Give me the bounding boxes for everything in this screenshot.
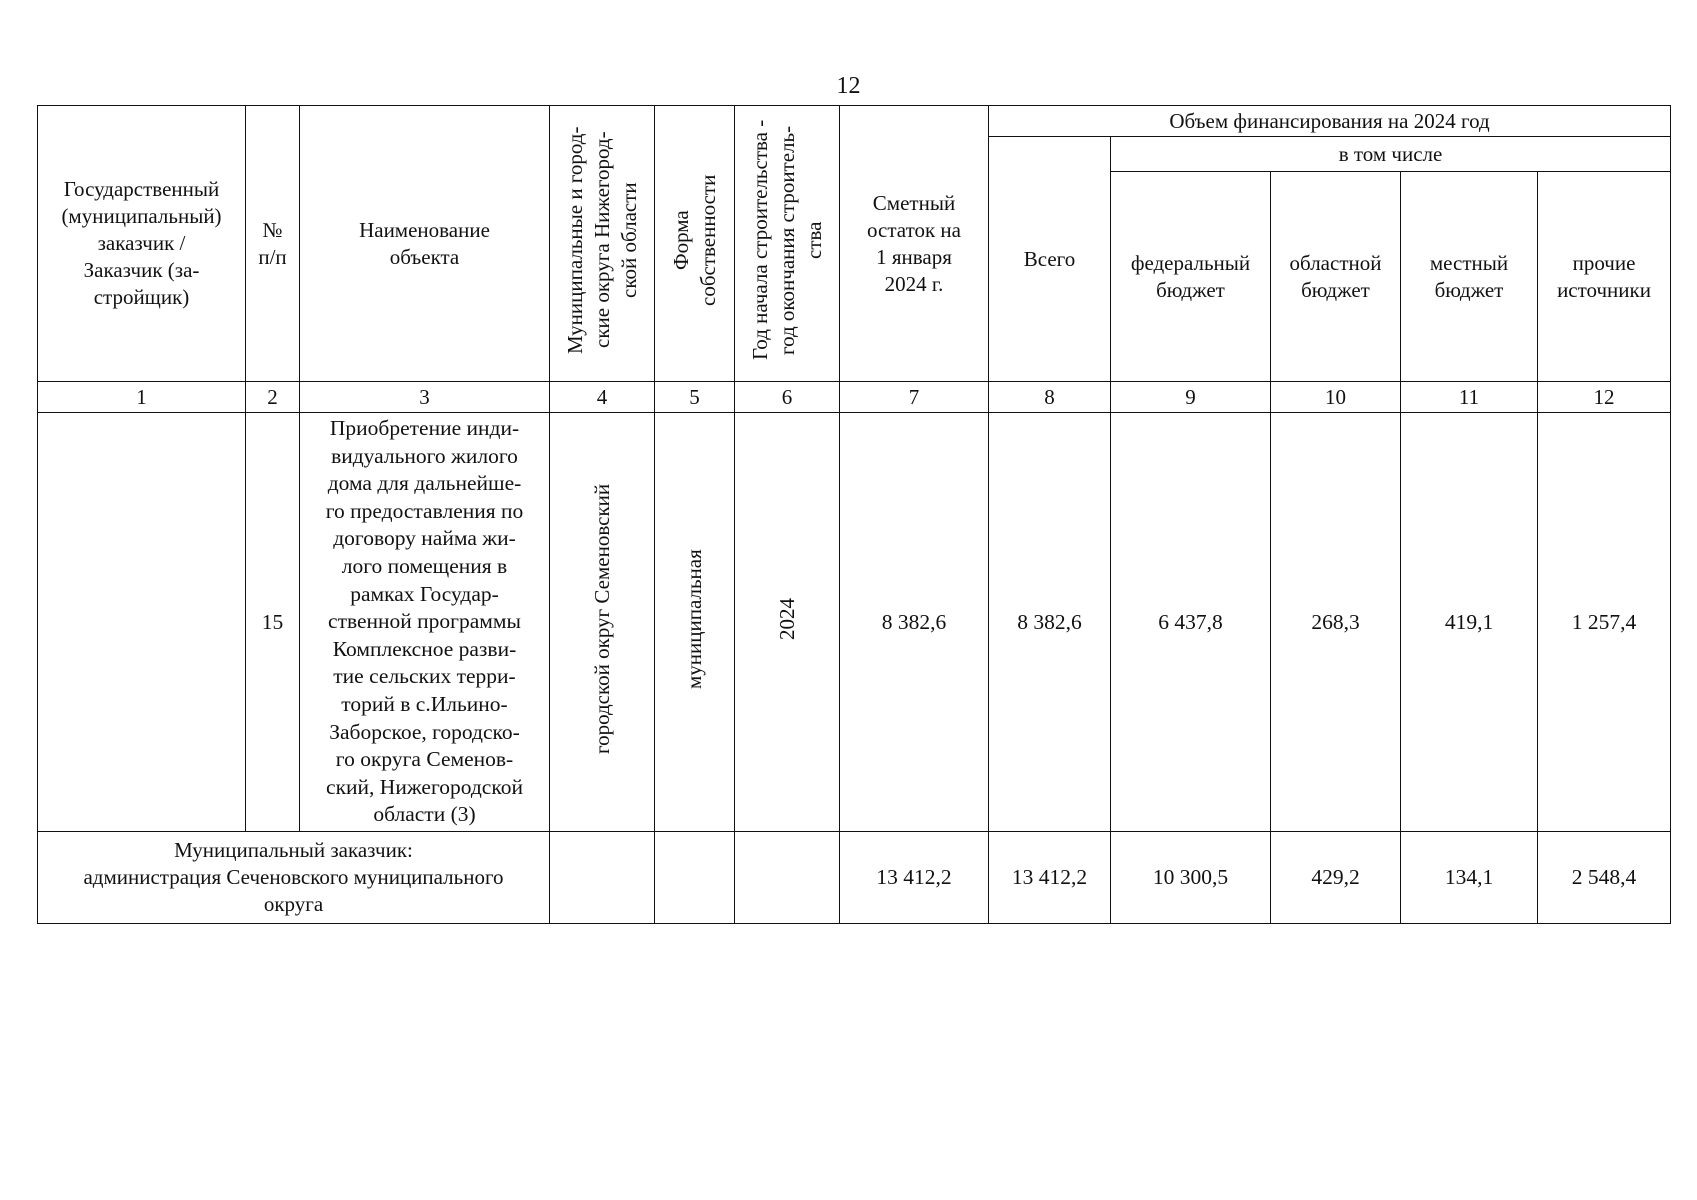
row-other: 1 257,4 [1538, 413, 1671, 832]
header-municipal-districts [550, 106, 655, 382]
summary-years [735, 832, 840, 924]
row-customer [38, 413, 246, 832]
financing-table [37, 105, 1671, 924]
column-number: 1 [38, 382, 246, 413]
header-years-line: Год начала строительства - [747, 119, 772, 361]
column-number: 2 [246, 382, 300, 413]
object-name-line: тие сельских терри- [333, 664, 516, 689]
column-numbers-row [38, 382, 1671, 413]
summary-row [38, 832, 1671, 924]
object-name-line: ский, Нижегородской [326, 774, 523, 799]
object-name-line: го округа Семенов- [335, 747, 514, 772]
header-local-budget [1401, 172, 1538, 382]
header-number [246, 106, 300, 382]
row-district-text: городской округ Семеновский [589, 483, 614, 754]
summary-federal: 10 300,5 [1111, 832, 1271, 924]
column-number: 6 [735, 382, 840, 413]
header-ownership-form-line: Форма [668, 210, 693, 270]
header-customer-line: Заказчик (за- [83, 258, 200, 282]
header-ownership-form [655, 106, 735, 382]
header-federal-budget-line: федеральный [1130, 250, 1251, 275]
header-other-sources [1538, 172, 1671, 382]
header-estimated-balance-line: остаток на [867, 217, 961, 242]
header-regional-budget-line: областной [1289, 250, 1382, 275]
header-customer-line: стройщик) [93, 285, 190, 309]
column-number: 5 [655, 382, 735, 413]
header-ownership-form-text [668, 130, 722, 350]
header-object-name-line: Наименование [359, 217, 490, 242]
header-ownership-form-line: собственности [695, 174, 720, 306]
header-other-sources-line: источники [1557, 277, 1651, 302]
summary-label-line: администрация Сеченовского муниципального [83, 865, 504, 889]
header-local-budget-line: местный [1429, 250, 1509, 275]
header-local-budget-line: бюджет [1434, 277, 1504, 302]
object-name-line: лого помещения в [341, 554, 508, 579]
column-number: 7 [840, 382, 989, 413]
header-municipal-districts-text [562, 106, 643, 374]
summary-ownership [655, 832, 735, 924]
summary-local: 134,1 [1401, 832, 1538, 924]
header-number-line: № [262, 217, 283, 242]
column-number: 9 [1111, 382, 1271, 413]
header-regional-budget [1271, 172, 1401, 382]
summary-label-line: округа [263, 892, 324, 916]
summary-estimated-balance: 13 412,2 [840, 832, 989, 924]
header-customer-line: Государственный [63, 177, 220, 201]
page-number: 12 [836, 73, 861, 99]
header-customer-line: заказчик / [97, 231, 186, 255]
header-estimated-balance [840, 106, 989, 382]
header-municipal-districts-line: ской области [616, 182, 641, 298]
header-object-name [300, 106, 550, 382]
object-name-line: Заборское, городско- [329, 719, 520, 744]
row-years [735, 413, 840, 832]
header-estimated-balance-line: Сметный [872, 190, 956, 215]
object-name-line: Приобретение инди- [329, 416, 520, 441]
row-local: 419,1 [1401, 413, 1538, 832]
header-funding-volume: Объем финансирования на 2024 год [989, 106, 1671, 137]
object-name-line: торий в с.Ильино- [341, 691, 508, 716]
row-district [550, 413, 655, 832]
object-name-line: рамках Государ- [350, 581, 499, 606]
header-municipal-districts-line: Муниципальные и город- [562, 126, 587, 354]
object-name-line: го предоставления по [325, 498, 524, 523]
summary-district [550, 832, 655, 924]
table-row [38, 413, 1671, 832]
header-municipal-districts-line: ские округа Нижегород- [589, 131, 614, 349]
row-ownership [655, 413, 735, 832]
object-name-line: видуального жилого [331, 443, 518, 468]
header-number-line: п/п [258, 244, 287, 269]
header-estimated-balance-line: 2024 г. [884, 271, 944, 296]
row-estimated-balance: 8 382,6 [840, 413, 989, 832]
header-years [735, 106, 840, 382]
object-name-line: области (3) [373, 802, 476, 827]
header-total: Всего [989, 137, 1111, 382]
summary-label-line: Муниципальный заказчик: [174, 838, 413, 862]
header-federal-budget [1111, 172, 1271, 382]
header-including: в том числе [1111, 137, 1671, 172]
row-total: 8 382,6 [989, 413, 1111, 832]
object-name-line: дома для дальнейше- [327, 471, 522, 496]
header-object-name-line: объекта [389, 244, 460, 269]
column-number: 8 [989, 382, 1111, 413]
column-number: 4 [550, 382, 655, 413]
row-federal: 6 437,8 [1111, 413, 1271, 832]
row-regional: 268,3 [1271, 413, 1401, 832]
row-number: 15 [246, 413, 300, 832]
summary-other: 2 548,4 [1538, 832, 1671, 924]
header-years-line: год окончания строитель- [774, 125, 799, 355]
header-customer-line: (муниципальный) [61, 204, 222, 228]
header-federal-budget-line: бюджет [1156, 277, 1225, 302]
object-name-line: договору найма жи- [333, 526, 516, 551]
header-estimated-balance-line: 1 января [876, 244, 952, 269]
column-number: 11 [1401, 382, 1538, 413]
column-number: 10 [1271, 382, 1401, 413]
header-regional-budget-line: бюджет [1301, 277, 1370, 302]
object-name-line: Комплексное разви- [332, 636, 517, 661]
row-ownership-text: муниципальная [682, 548, 706, 689]
column-number: 12 [1538, 382, 1671, 413]
summary-regional: 429,2 [1271, 832, 1401, 924]
header-customer [38, 106, 246, 382]
object-name-line: ственной программы [328, 609, 521, 634]
column-number: 3 [300, 382, 550, 413]
row-years-text: 2024 [774, 597, 799, 640]
header-years-text [747, 106, 828, 374]
header-years-line: ства [801, 221, 826, 259]
summary-total: 13 412,2 [989, 832, 1111, 924]
summary-label [38, 832, 550, 924]
header-other-sources-line: прочие [1572, 250, 1636, 275]
row-object-name [300, 413, 550, 832]
